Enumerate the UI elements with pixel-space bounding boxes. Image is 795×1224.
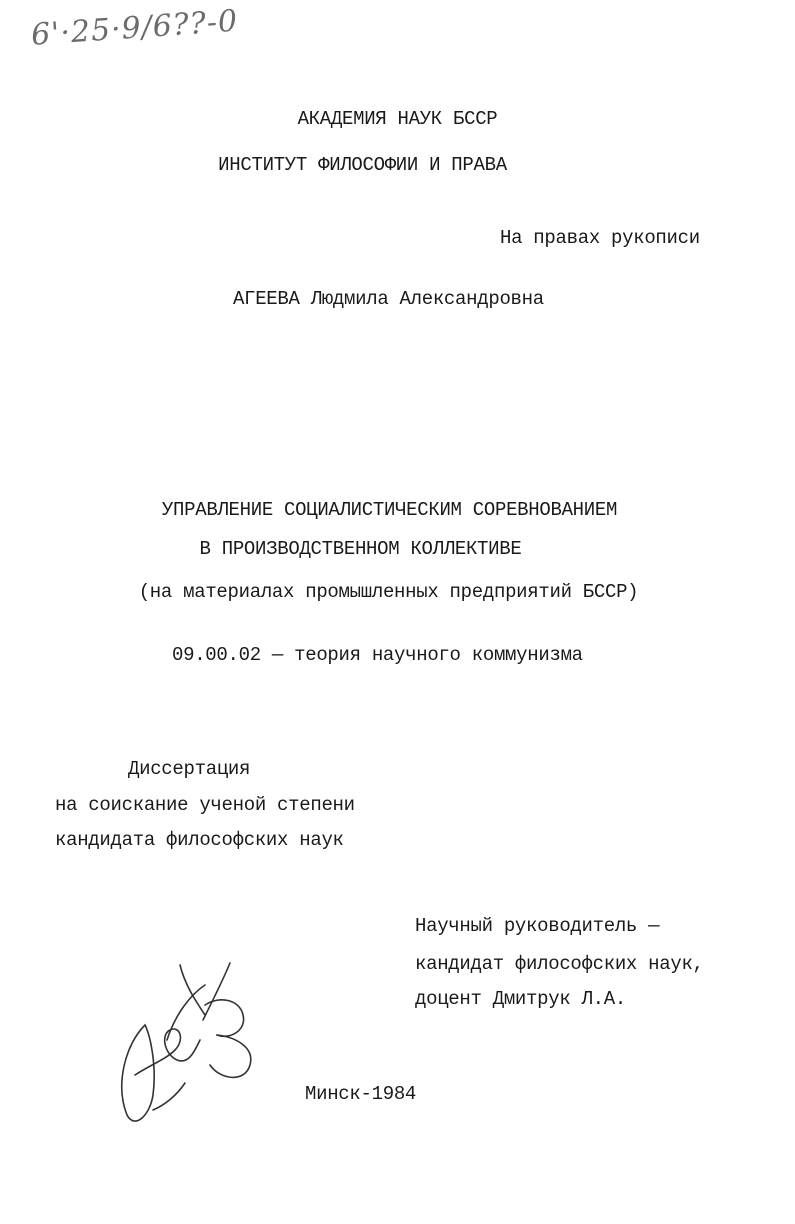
degree-line-3: кандидата философских наук xyxy=(55,829,344,851)
handwritten-catalog-number: 6'·25·9/6??-0 xyxy=(30,3,240,53)
manuscript-rights-note: На правах рукописи xyxy=(500,227,700,249)
academy-name: АКАДЕМИЯ НАУК БССР xyxy=(297,108,498,130)
title-subtitle: (на материалах промышленных предприятий БССР) xyxy=(138,581,639,603)
place-and-year: Минск-1984 xyxy=(305,1083,417,1105)
author-name: АГЕЕВА Людмила Александровна xyxy=(233,288,544,310)
supervisor-line-3: доцент Дмитрук Л.А. xyxy=(415,988,626,1010)
institute-name: ИНСТИТУТ ФИЛОСОФИИ И ПРАВА xyxy=(218,154,507,176)
title-line-1: УПРАВЛЕНИЕ СОЦИАЛИСТИЧЕСКИМ СОРЕВНОВАНИЕМ xyxy=(161,499,618,521)
degree-line-1: Диссертация xyxy=(128,758,251,780)
handwritten-signature xyxy=(105,955,285,1135)
degree-line-2: на соискание ученой степени xyxy=(55,794,355,816)
supervisor-line-1: Научный руководитель — xyxy=(415,915,660,937)
supervisor-line-2: кандидат философских наук, xyxy=(415,953,704,975)
title-line-2: В ПРОИЗВОДСТВЕННОМ КОЛЛЕКТИВЕ xyxy=(199,538,522,560)
specialty-code: 09.00.02 — теория научного коммунизма xyxy=(172,644,583,666)
